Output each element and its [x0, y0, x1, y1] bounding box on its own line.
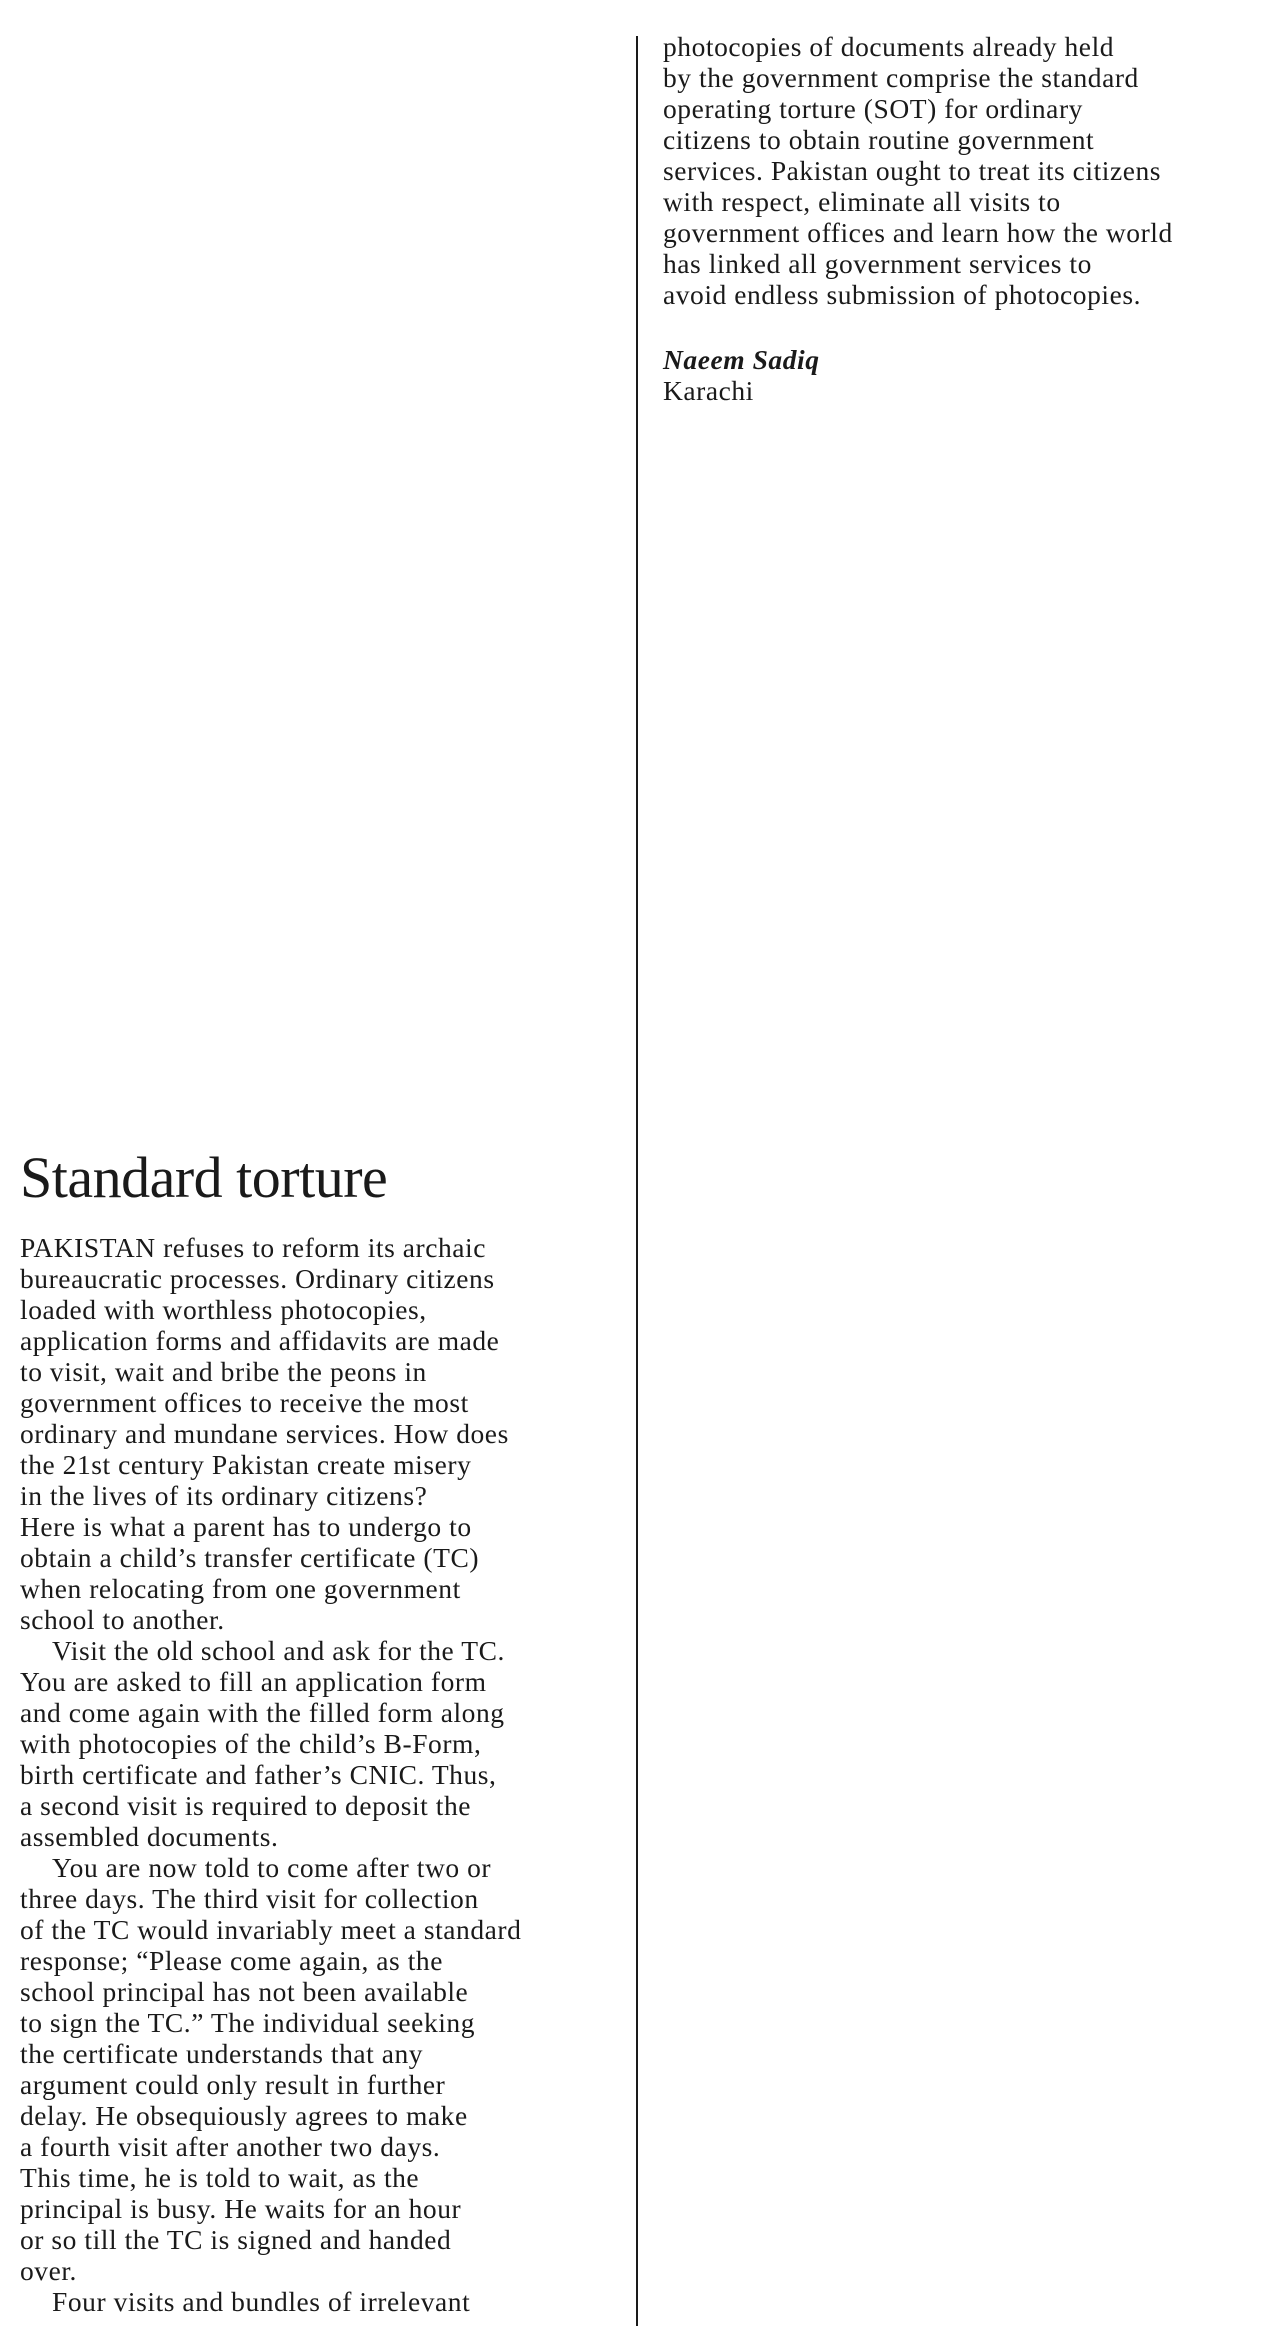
text-line: of the TC would invariably meet a standard — [20, 1914, 522, 1945]
text-line: services. Pakistan ought to treat its citizens — [663, 155, 1162, 186]
text-line: the certificate understands that any — [20, 2038, 424, 2069]
text-line: the 21st century Pakistan create misery — [20, 1449, 472, 1480]
text-line: a second visit is required to deposit the — [20, 1790, 472, 1821]
text-line: delay. He obsequiously agrees to make — [20, 2100, 468, 2131]
letter-conclusion-paragraph — [663, 31, 1261, 310]
text-line: by the government comprise the standard — [663, 62, 1139, 93]
text-line: to visit, wait and bribe the peons in — [20, 1356, 427, 1387]
text-line: three days. The third visit for collection — [20, 1883, 479, 1914]
text-line: has linked all government services to — [663, 248, 1092, 279]
column-divider — [636, 36, 638, 2326]
text-line: or so till the TC is signed and handed — [20, 2224, 452, 2255]
text-line: school to another. — [20, 1604, 225, 1635]
text-line: with respect, eliminate all visits to — [663, 186, 1061, 217]
text-line: application forms and affidavits are made — [20, 1325, 500, 1356]
left-column — [20, 1146, 620, 2317]
text-line: to sign the TC.” The individual seeking — [20, 2007, 476, 2038]
text-line: school principal has not been available — [20, 1976, 469, 2007]
text-line: principal is busy. He waits for an hour — [20, 2193, 462, 2224]
article-headline: Standard torture — [20, 1145, 388, 1210]
text-line: government offices and learn how the world — [663, 217, 1173, 248]
text-line: This time, he is told to wait, as the — [20, 2162, 420, 2193]
text-line: in the lives of its ordinary citizens? — [20, 1480, 428, 1511]
text-line: response; “Please come again, as the — [20, 1945, 443, 1976]
text-line: You are now told to come after two or — [52, 1852, 492, 1883]
text-line: assembled documents. — [20, 1821, 279, 1852]
text-line: when relocating from one government — [20, 1573, 461, 1604]
text-line: Here is what a parent has to undergo to — [20, 1511, 472, 1542]
text-line: You are asked to fill an application form — [20, 1666, 487, 1697]
text-line: photocopies of documents already held — [663, 31, 1115, 62]
text-line: loaded with worthless photocopies, — [20, 1294, 427, 1325]
paragraph-4 — [20, 2286, 620, 2317]
text-line: ordinary and mundane services. How does — [20, 1418, 509, 1449]
text-line: government offices to receive the most — [20, 1387, 469, 1418]
text-line: argument could only result in further — [20, 2069, 446, 2100]
text-line: birth certificate and father’s CNIC. Thus, — [20, 1759, 497, 1790]
text-line: Four visits and bundles of irrelevant — [52, 2286, 471, 2317]
text-line: a fourth visit after another two days. — [20, 2131, 441, 2162]
text-line: over. — [20, 2255, 77, 2286]
text-line: avoid endless submission of photocopies. — [663, 279, 1142, 310]
text-line: citizens to obtain routine government — [663, 124, 1095, 155]
author-name: Naeem Sadiq — [663, 344, 820, 375]
author-city: Karachi — [663, 375, 754, 406]
paragraph-1 — [20, 1232, 620, 1635]
text-line: operating torture (SOT) for ordinary — [663, 93, 1083, 124]
text-line: with photocopies of the child’s B-Form, — [20, 1728, 482, 1759]
text-line: bureaucratic processes. Ordinary citizens — [20, 1263, 495, 1294]
paragraph-3 — [20, 1852, 620, 2286]
text-line: PAKISTAN refuses to reform its archaic — [20, 1232, 486, 1263]
signature-block — [663, 344, 1261, 406]
paragraph-2 — [20, 1635, 620, 1852]
text-line: Visit the old school and ask for the TC. — [52, 1635, 505, 1666]
text-line: and come again with the filled form along — [20, 1697, 505, 1728]
right-column — [663, 31, 1261, 406]
text-line: obtain a child’s transfer certificate (TC) — [20, 1542, 480, 1573]
